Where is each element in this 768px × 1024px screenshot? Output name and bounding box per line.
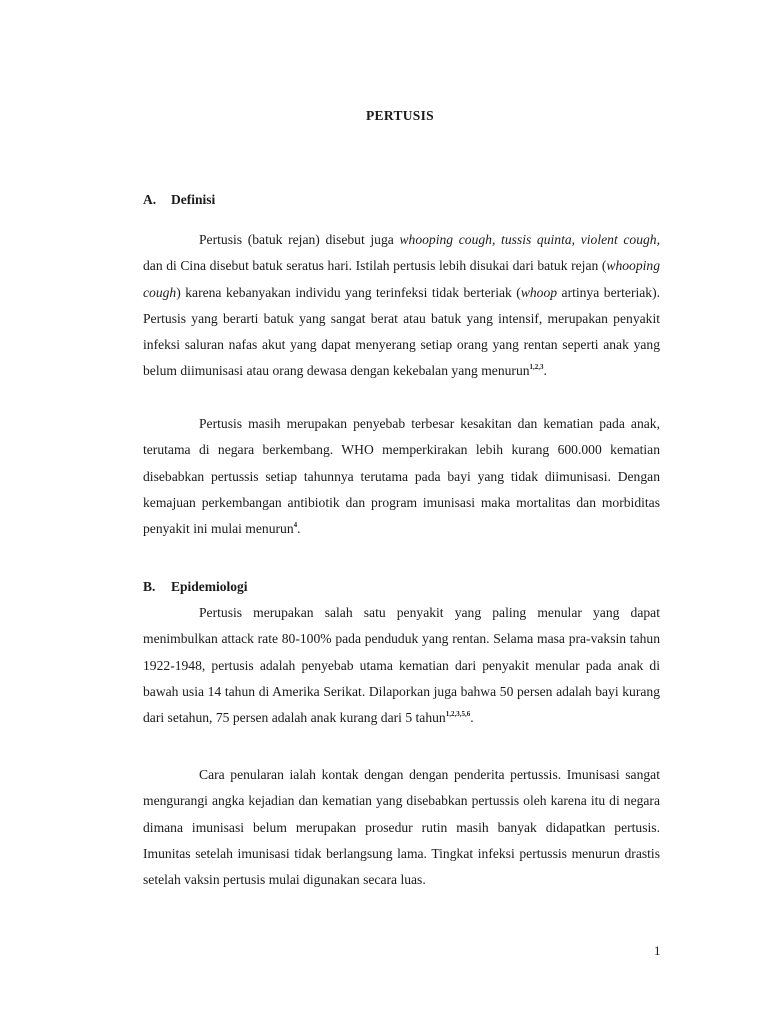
italic-term: whoop: [520, 284, 558, 300]
citation-superscript: 1,2,3: [529, 363, 544, 372]
paragraph: [143, 227, 660, 385]
citation-superscript: 1,2,3,5,6: [445, 710, 471, 719]
section-letter: A.: [143, 192, 157, 207]
text-run: Cara penularan ialah kontak dengan dengan penderita pertussis. Imunisasi sangat mengurangi angka kejadian dan kematian yang disebabkan pertussis oleh karena itu di negara dimana imunisasi belum merupakan prosedur rutin masih banyak didapatkan pertusis. Imunitas setelah imunisasi tidak berlangsung lama. Tingkat infeksi pertussis menurun drastis setelah vaksin pertusis mulai digunakan secara luas.: [143, 767, 660, 888]
paragraph: [143, 600, 660, 731]
section-heading-epidemiologi: [143, 579, 248, 595]
text-run: .: [297, 521, 301, 537]
section-letter: B.: [143, 579, 156, 594]
italic-term: whooping cough: [143, 258, 660, 300]
page-number: 1: [654, 943, 661, 958]
text-run: Pertusis (batuk rejan) disebut juga: [199, 232, 400, 247]
document-title: PERTUSIS: [366, 108, 434, 123]
section-title: Epidemiologi: [171, 579, 248, 594]
paragraph: [143, 411, 660, 542]
text-run: dan di Cina disebut batuk seratus hari. Istilah pertusis lebih disukai dari batuk rejan (: [143, 258, 607, 274]
italic-term: whooping cough, tussis quinta, violent cough,: [399, 232, 660, 247]
paragraph: [143, 762, 660, 893]
section-title: Definisi: [171, 192, 216, 207]
text-run: .: [543, 363, 547, 379]
text-run: Pertusis masih merupakan penyebab terbesar kesakitan dan kematian pada anak, terutama di negara berkembang. WHO memperkirakan lebih kurang 600.000 kematian disebabkan pertussis setiap tahunnya terutama pada bayi yang tidak diimunisasi. Dengan kemajuan perkembangan antibiotik dan program imunisasi maka mortalitas dan morbiditas penyakit ini mulai menurun: [143, 416, 660, 537]
citation-superscript: 4: [293, 521, 298, 530]
text-run: .: [470, 710, 474, 726]
section-heading-definisi: [143, 192, 215, 208]
text-run: Pertusis merupakan salah satu penyakit yang paling menular yang dapat menimbulkan attack rate 80-100% pada penduduk yang rentan. Selama masa pra-vaksin tahun 1922-1948, pertusis adalah penyebab utama kematian dari penyakit menular pada anak di bawah usia 14 tahun di Amerika Serikat. Dilaporkan juga bahwa 50 persen adalah bayi kurang dari setahun, 75 persen adalah anak kurang dari 5 tahun: [143, 605, 660, 726]
text-run: artinya berteriak). Pertusis yang berarti batuk yang sangat berat atau batuk yang intensif, merupakan penyakit infeksi saluran nafas akut yang dapat menyerang setiap orang yang rentan seperti anak yang belum diimunisasi atau orang dewasa dengan kekebalan yang menurun: [143, 284, 661, 379]
text-run: ) karena kebanyakan individu yang terinfeksi tidak berteriak (: [176, 284, 521, 300]
